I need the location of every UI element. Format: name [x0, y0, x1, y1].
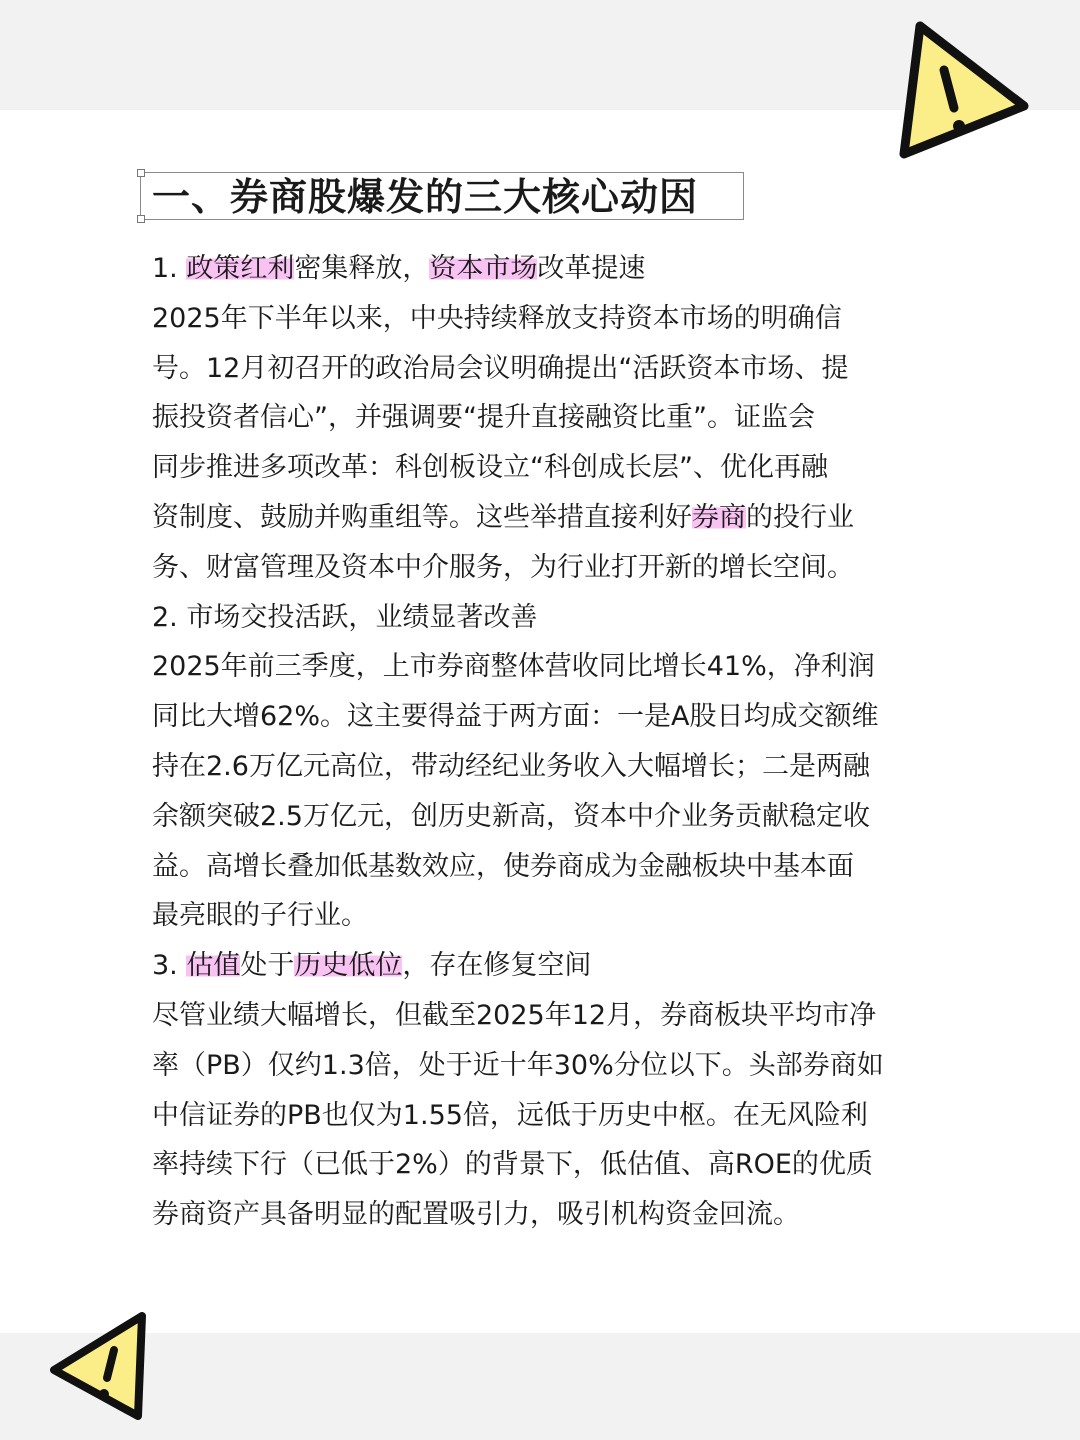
paragraph-line: 2025年下半年以来，中央持续释放支持资本市场的明确信	[152, 302, 842, 334]
paragraph-line: 振投资者信心”，并强调要“提升直接融资比重”。证监会	[152, 402, 815, 434]
warning-triangle-icon	[892, 14, 1032, 164]
paragraph-line: 券商资产具备明显的配置吸引力，吸引机构资金回流。	[152, 1199, 800, 1231]
paragraph-line: 持在2.6万亿元高位，带动经纪业务收入大幅增长；二是两融	[152, 750, 870, 782]
paragraph-line: 同比大增62%。这主要得益于两方面：一是A股日均成交额维	[152, 701, 879, 733]
page-title: 一、券商股爆发的三大核心动因	[152, 175, 699, 219]
paragraph-line: 益。高增长叠加低基数效应，使券商成为金融板块中基本面	[152, 850, 854, 882]
heading-text: 密集释放，	[294, 253, 430, 284]
paragraph-line: 同步推进多项改革：科创板设立“科创成长层”、优化再融	[152, 452, 828, 484]
highlight-text: 政策红利	[186, 253, 295, 284]
section-heading	[152, 941, 942, 991]
selection-handle	[137, 215, 145, 223]
section-heading: 2. 市场交投活跃，业绩显著改善	[152, 601, 538, 633]
paragraph-line: 务、财富管理及资本中介服务，为行业打开新的增长空间。	[152, 551, 854, 583]
paragraph-text: 资制度、鼓励并购重组等。这些举措直接利好	[152, 501, 692, 533]
highlight-text: 资本市场	[429, 253, 538, 284]
bottom-band	[0, 1333, 1080, 1440]
paragraph-line	[152, 493, 942, 543]
paragraph-line: 余额突破2.5万亿元，创历史新高，资本中介业务贡献稳定收	[152, 800, 870, 832]
paragraph-line: 尽管业绩大幅增长，但截至2025年12月，券商板块平均市净	[152, 999, 877, 1031]
section-heading	[152, 244, 942, 294]
heading-text: 处于	[240, 950, 295, 982]
paragraph-line: 最亮眼的子行业。	[152, 900, 368, 932]
highlight-text: 券商	[692, 501, 746, 533]
article-body	[152, 244, 942, 1240]
warning-triangle-icon	[44, 1306, 156, 1424]
heading-text: ，存在修复空间	[402, 950, 592, 982]
paragraph-text: 的投行业	[746, 501, 854, 533]
section-number: 3.	[152, 950, 178, 982]
paragraph-line: 率持续下行（已低于2%）的背景下，低估值、高ROE的优质	[152, 1149, 873, 1181]
section-number: 1.	[152, 253, 178, 284]
selection-handle	[137, 169, 145, 177]
paragraph-line: 2025年前三季度，上市券商整体营收同比增长41%，净利润	[152, 651, 875, 683]
highlight-text: 估值	[186, 950, 241, 982]
paragraph-line: 中信证券的PB也仅为1.55倍，远低于历史中枢。在无风险利	[152, 1099, 868, 1131]
heading-text: 改革提速	[537, 253, 646, 284]
paragraph-line: 率（PB）仅约1.3倍，处于近十年30%分位以下。头部券商如	[152, 1049, 884, 1081]
highlight-text: 历史低位	[294, 950, 403, 982]
paragraph-line: 号。12月初召开的政治局会议明确提出“活跃资本市场、提	[152, 352, 849, 384]
